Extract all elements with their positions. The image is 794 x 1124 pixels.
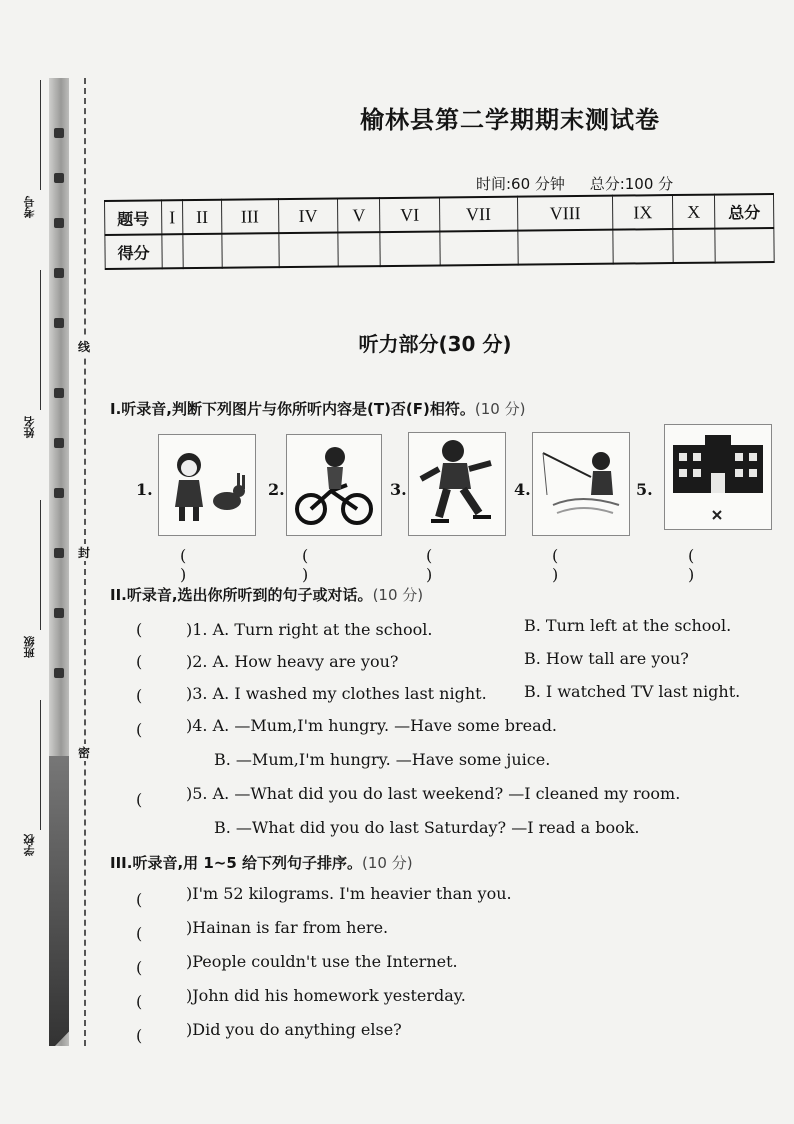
margin-dot: [54, 488, 64, 498]
part2-heading: [110, 584, 423, 605]
picture-number: 2.: [268, 480, 285, 499]
section-title-text: 听力部分(30 分): [358, 332, 512, 356]
margin-dark-band: [49, 756, 69, 1046]
binding-margin-bar: [49, 78, 69, 1046]
q3-sentence-2: )Hainan is far from here.: [186, 918, 389, 937]
section-title: [0, 328, 794, 357]
margin-dot: [54, 218, 64, 228]
exam-total-score: 总分:100 分: [589, 175, 674, 193]
part1-heading-text: I.听录音,判断下列图片与你所听内容是(T)否(F)相符。: [110, 400, 475, 418]
boy-riding-bike-picture: [286, 434, 382, 536]
q3-sentence-1: )I'm 52 kilograms. I'm heavier than you.: [186, 884, 512, 903]
score-cell[interactable]: [673, 229, 715, 263]
cut-char-line: 线: [77, 340, 90, 354]
exam-number-label: 考号: [23, 196, 36, 218]
score-cell[interactable]: [715, 228, 774, 263]
answer-paren[interactable]: (: [136, 924, 143, 943]
part3-points: (10 分): [362, 854, 413, 872]
score-col: II: [182, 200, 221, 234]
q2-5-option-a: )5. A. —What did you do last weekend? —I cleaned my room.: [186, 784, 681, 803]
picture-number: 3.: [390, 480, 407, 499]
margin-dot: [54, 318, 64, 328]
score-col: X: [673, 195, 715, 229]
answer-paren[interactable]: (: [136, 620, 143, 639]
boy-skating-picture: [408, 432, 506, 536]
answer-paren[interactable]: ( ): [688, 546, 695, 584]
question-number-label: 题号: [105, 200, 162, 235]
q2-3-option-b: B. I watched TV last night.: [524, 682, 741, 701]
exam-title: 榆林县第二学期期末测试卷: [360, 106, 660, 134]
name-label: 姓名: [23, 416, 36, 438]
answer-paren[interactable]: ( ): [302, 546, 309, 584]
score-cell[interactable]: [613, 229, 673, 264]
margin-dot: [54, 388, 64, 398]
total-label: 总分: [714, 194, 773, 229]
margin-dot: [54, 438, 64, 448]
q2-5-option-b: B. —What did you do last Saturday? —I read a book.: [214, 818, 640, 837]
score-cell[interactable]: [183, 234, 222, 268]
answer-paren[interactable]: (: [136, 890, 143, 909]
margin-dot: [54, 668, 64, 678]
score-label: 得分: [105, 234, 162, 269]
score-col: III: [221, 199, 278, 234]
part1-pictures: [130, 428, 780, 584]
class-label: 班级: [23, 636, 36, 658]
margin-dot: [54, 173, 64, 183]
margin-dot: [54, 608, 64, 618]
score-col: I: [162, 200, 183, 234]
picture-number: 4.: [514, 480, 531, 499]
part3-heading: [110, 852, 413, 873]
cut-line: [84, 78, 86, 1046]
q2-4-option-a: )4. A. —Mum,I'm hungry. —Have some bread.: [186, 716, 558, 735]
school-label: 学校: [23, 834, 36, 856]
score-cell[interactable]: [162, 234, 183, 268]
school-building-picture: [664, 424, 772, 530]
part2-points: (10 分): [372, 586, 424, 604]
part1-points: (10 分): [474, 400, 526, 418]
school-line: [40, 700, 41, 830]
exam-time: 时间:60 分钟: [476, 175, 565, 193]
score-cell[interactable]: [440, 231, 518, 266]
score-col: IV: [278, 199, 338, 234]
cut-char-seal: 封: [77, 546, 90, 560]
answer-paren[interactable]: (: [136, 652, 143, 671]
answer-paren[interactable]: ( ): [426, 546, 433, 584]
score-cell[interactable]: [518, 230, 614, 265]
q3-sentence-4: )John did his homework yesterday.: [186, 986, 466, 1005]
q2-1-option-a: )1. A. Turn right at the school.: [186, 620, 433, 639]
q2-3-option-a: )3. A. I washed my clothes last night.: [186, 684, 487, 703]
part3-heading-text: III.听录音,用 1~5 给下列句子排序。: [110, 854, 363, 872]
score-table: [104, 193, 775, 270]
score-col: V: [338, 198, 380, 232]
answer-paren[interactable]: (: [136, 958, 143, 977]
q3-sentence-3: )People couldn't use the Internet.: [186, 952, 458, 971]
score-col: VII: [439, 197, 517, 232]
picture-number: 1.: [136, 480, 153, 499]
q2-4-option-b: B. —Mum,I'm hungry. —Have some juice.: [214, 750, 551, 769]
score-col: VIII: [517, 196, 613, 231]
q2-1-option-b: B. Turn left at the school.: [524, 616, 732, 635]
score-cell[interactable]: [278, 233, 338, 268]
answer-paren[interactable]: ( ): [552, 546, 559, 584]
score-cell[interactable]: [380, 231, 440, 266]
part2-heading-text: II.听录音,选出你所听到的句子或对话。: [110, 586, 373, 604]
exam-number-line: [40, 80, 41, 190]
part1-heading: [110, 398, 525, 419]
picture-number: 5.: [636, 480, 653, 499]
class-line: [40, 500, 41, 630]
margin-dot: [54, 268, 64, 278]
answer-paren[interactable]: (: [136, 790, 143, 809]
answer-paren[interactable]: (: [136, 686, 143, 705]
margin-dot: [54, 128, 64, 138]
q2-2-option-b: B. How tall are you?: [524, 649, 689, 668]
answer-paren[interactable]: (: [136, 992, 143, 1011]
q3-sentence-5: )Did you do anything else?: [186, 1020, 402, 1039]
score-table-score-row: [105, 228, 774, 269]
score-col: IX: [613, 195, 673, 230]
margin-dot: [54, 548, 64, 558]
answer-paren[interactable]: ( ): [180, 546, 187, 584]
exam-meta: [476, 173, 673, 194]
answer-paren[interactable]: (: [136, 1026, 143, 1045]
answer-paren[interactable]: (: [136, 720, 143, 739]
score-cell[interactable]: [222, 233, 279, 268]
boy-fishing-picture: [532, 432, 630, 536]
score-col: VI: [380, 197, 440, 232]
score-cell[interactable]: [338, 232, 380, 266]
cut-char-secret: 密: [77, 746, 90, 760]
q2-2-option-a: )2. A. How heavy are you?: [186, 652, 399, 671]
girl-and-rabbit-picture: [158, 434, 256, 536]
